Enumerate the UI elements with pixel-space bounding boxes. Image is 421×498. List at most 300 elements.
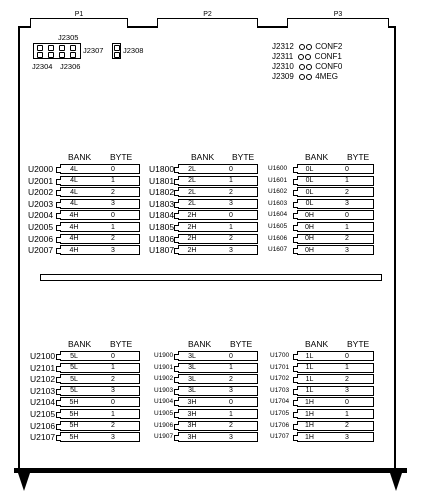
socket-notch-icon <box>56 424 61 430</box>
chip-reference: U1605 <box>268 223 288 230</box>
memory-socket <box>297 386 374 396</box>
chip-reference: U1707 <box>270 433 290 441</box>
config-ref: J2311 <box>272 52 294 61</box>
socket-byte: 0 <box>345 398 349 406</box>
socket-notch-icon <box>174 366 179 372</box>
socket-notch-icon <box>293 213 298 219</box>
config-jumper-list <box>272 42 342 82</box>
socket-notch-icon <box>56 354 61 360</box>
socket-byte: 1 <box>111 364 115 372</box>
bank-header: BANK <box>68 339 92 349</box>
socket-notch-icon <box>293 400 298 406</box>
memory-socket <box>60 421 140 431</box>
jumper-j2307-label: J2307 <box>83 46 104 55</box>
chip-reference: U2002 <box>28 187 54 198</box>
socket-byte: 1 <box>229 410 233 418</box>
socket-bank: 5L <box>70 375 78 383</box>
memory-socket <box>60 210 140 220</box>
chip-reference: U2102 <box>30 374 56 385</box>
byte-header: BYTE <box>110 339 133 349</box>
board-slot-divider <box>40 274 382 281</box>
jumper-j2308-label: J2308 <box>123 46 144 55</box>
socket-bank: 5H <box>69 410 79 418</box>
socket-notch-icon <box>56 412 61 418</box>
chip-reference: U1907 <box>154 433 174 441</box>
memory-socket <box>178 363 258 373</box>
socket-notch-icon <box>56 435 61 441</box>
chip-reference: U1602 <box>268 188 288 196</box>
socket-byte: 0 <box>229 352 233 360</box>
bank-header: BANK <box>188 339 212 349</box>
config-label: CONF2 <box>315 42 343 51</box>
jumper-pin <box>59 52 65 58</box>
chip-reference: U1903 <box>154 386 174 394</box>
socket-byte: 3 <box>229 200 233 208</box>
memory-socket <box>297 210 374 220</box>
jumper-hole-icon <box>306 74 312 80</box>
memory-socket <box>178 222 258 232</box>
chip-reference: U1805 <box>149 222 175 232</box>
memory-socket <box>60 432 140 442</box>
memory-socket <box>178 351 258 361</box>
socket-byte: 1 <box>229 177 233 185</box>
memory-socket <box>297 199 374 209</box>
chip-reference: U1803 <box>149 198 175 209</box>
config-label: CONF0 <box>315 62 343 71</box>
memory-socket <box>60 187 140 197</box>
config-label: CONF1 <box>314 52 342 61</box>
socket-bank: 2L <box>188 165 196 173</box>
chip-reference: U2005 <box>28 222 54 232</box>
chip-reference: U2000 <box>28 164 54 174</box>
jumper-pin <box>37 52 43 58</box>
socket-byte: 0 <box>345 352 349 360</box>
memory-socket <box>178 397 258 407</box>
memory-socket <box>178 245 258 255</box>
socket-notch-icon <box>56 213 61 219</box>
socket-byte: 1 <box>111 223 115 231</box>
socket-byte: 3 <box>345 246 349 254</box>
socket-bank: 4L <box>70 165 78 173</box>
memory-socket <box>297 222 374 232</box>
socket-byte: 0 <box>229 211 233 219</box>
socket-byte: 2 <box>229 422 233 430</box>
jumper-j2308-header <box>112 43 121 59</box>
socket-byte: 3 <box>111 433 115 441</box>
socket-bank: 2H <box>187 223 197 231</box>
socket-notch-icon <box>56 202 61 208</box>
socket-notch-icon <box>293 366 298 372</box>
chip-reference: U2006 <box>28 233 54 244</box>
chip-reference: U1905 <box>154 410 174 417</box>
socket-notch-icon <box>174 412 179 418</box>
chip-reference: U1604 <box>268 211 288 219</box>
socket-byte: 2 <box>229 375 233 383</box>
socket-notch-icon <box>56 237 61 243</box>
socket-notch-icon <box>174 354 179 360</box>
memory-socket <box>178 187 258 197</box>
chip-reference: U1701 <box>270 363 290 371</box>
socket-bank: 3H <box>187 398 197 406</box>
board-base-bar <box>14 468 407 473</box>
memory-socket <box>178 199 258 209</box>
socket-byte: 3 <box>345 200 349 208</box>
memory-socket <box>297 363 374 373</box>
socket-notch-icon <box>293 179 298 185</box>
socket-notch-icon <box>174 435 179 441</box>
socket-notch-icon <box>174 424 179 430</box>
jumper-j2305-label: J2305 <box>58 33 79 42</box>
memory-socket <box>60 222 140 232</box>
socket-notch-icon <box>56 389 61 395</box>
chip-reference: U1705 <box>270 410 290 417</box>
memory-socket <box>178 386 258 396</box>
jumper-pin <box>114 52 120 58</box>
bank-header: BANK <box>191 152 215 162</box>
jumper-j2304-label: J2304 <box>32 62 53 71</box>
chip-reference: U1901 <box>154 363 174 371</box>
socket-bank: 3L <box>188 375 196 383</box>
chip-reference: U2100 <box>30 351 56 361</box>
memory-socket <box>178 234 258 244</box>
socket-byte: 0 <box>229 398 233 406</box>
socket-bank: 2L <box>188 177 196 185</box>
chip-reference: U1704 <box>270 398 290 406</box>
socket-byte: 2 <box>345 375 349 383</box>
jumper-pin <box>48 45 54 51</box>
socket-notch-icon <box>174 400 179 406</box>
socket-notch-icon <box>293 248 298 254</box>
socket-bank: 0L <box>305 200 314 208</box>
socket-notch-icon <box>56 248 61 254</box>
socket-byte: 0 <box>111 352 115 360</box>
chip-reference: U2105 <box>30 409 56 419</box>
socket-bank: 2H <box>187 211 197 219</box>
socket-byte: 3 <box>229 433 233 441</box>
socket-notch-icon <box>56 366 61 372</box>
memory-socket <box>297 176 374 186</box>
connector-p3-label: P3 <box>333 11 343 18</box>
socket-byte: 2 <box>345 422 349 430</box>
socket-bank: 1L <box>305 375 314 383</box>
socket-bank: 5H <box>69 422 79 430</box>
socket-bank: 1H <box>305 398 314 406</box>
memory-socket <box>297 409 374 419</box>
socket-byte: 1 <box>345 410 349 418</box>
config-ref: J2310 <box>272 62 294 71</box>
memory-socket <box>297 234 374 244</box>
socket-notch-icon <box>293 424 298 430</box>
byte-header: BYTE <box>110 152 133 162</box>
jumper-pin <box>37 45 43 51</box>
socket-notch-icon <box>56 400 61 406</box>
byte-header: BYTE <box>230 339 253 349</box>
config-row <box>272 42 342 52</box>
chip-reference: U1800 <box>149 164 175 174</box>
socket-notch-icon <box>174 202 179 208</box>
socket-bank: 4H <box>69 246 79 254</box>
socket-byte: 2 <box>111 375 115 383</box>
chip-reference: U1804 <box>149 210 175 221</box>
socket-bank: 2H <box>187 246 197 254</box>
socket-notch-icon <box>293 202 298 208</box>
memory-socket <box>60 234 140 244</box>
memory-socket <box>60 409 140 419</box>
memory-socket <box>297 245 374 255</box>
socket-byte: 3 <box>229 387 233 395</box>
socket-bank: 1L <box>305 364 314 372</box>
jumper-pin <box>48 52 54 58</box>
bank-header: BANK <box>68 152 92 162</box>
socket-notch-icon <box>293 190 298 196</box>
memory-socket <box>60 386 140 396</box>
socket-bank: 1H <box>305 422 314 430</box>
socket-bank: 5H <box>69 433 79 441</box>
socket-bank: 2L <box>188 200 196 208</box>
socket-bank: 4L <box>70 188 78 196</box>
chip-reference: U1702 <box>270 375 290 383</box>
byte-header: BYTE <box>347 152 370 162</box>
socket-byte: 3 <box>111 387 115 395</box>
socket-byte: 1 <box>229 364 233 372</box>
socket-bank: 1L <box>305 352 314 360</box>
socket-notch-icon <box>293 412 298 418</box>
socket-bank: 4H <box>69 223 79 231</box>
socket-bank: 4L <box>70 177 78 185</box>
chip-reference: U1603 <box>268 199 288 207</box>
socket-bank: 0H <box>305 246 314 254</box>
socket-byte: 1 <box>345 364 349 372</box>
memory-socket <box>297 397 374 407</box>
chip-reference: U2003 <box>28 198 54 209</box>
memory-socket <box>60 374 140 384</box>
socket-notch-icon <box>293 354 298 360</box>
memory-socket <box>60 397 140 407</box>
memory-socket <box>178 164 258 174</box>
socket-byte: 1 <box>111 177 115 185</box>
memory-socket <box>60 164 140 174</box>
chip-reference: U1606 <box>268 234 288 242</box>
socket-byte: 0 <box>111 211 115 219</box>
socket-byte: 2 <box>229 235 233 243</box>
jumper-hole-icon <box>306 64 312 70</box>
memory-socket <box>178 409 258 419</box>
bank-header: BANK <box>305 339 329 349</box>
chip-reference: U2106 <box>30 420 56 431</box>
socket-notch-icon <box>174 377 179 383</box>
socket-notch-icon <box>174 167 179 173</box>
socket-byte: 1 <box>111 410 115 418</box>
connector-p2-label: P2 <box>203 11 212 18</box>
chip-reference: U1806 <box>149 233 175 244</box>
chip-reference: U1802 <box>149 187 175 198</box>
memory-socket <box>297 432 374 442</box>
socket-bank: 3L <box>188 387 196 395</box>
socket-notch-icon <box>293 167 298 173</box>
config-row <box>272 72 342 82</box>
jumper-pin <box>70 45 76 51</box>
socket-bank: 5L <box>70 387 78 395</box>
left-foot <box>18 473 30 491</box>
socket-bank: 3H <box>187 433 197 441</box>
jumper-hole-icon <box>299 64 305 70</box>
bank-header: BANK <box>305 152 329 162</box>
socket-notch-icon <box>293 377 298 383</box>
socket-notch-icon <box>293 225 298 231</box>
socket-bank: 3L <box>188 352 196 360</box>
socket-notch-icon <box>56 377 61 383</box>
chip-reference: U2101 <box>30 362 56 373</box>
chip-reference: U1700 <box>270 352 290 359</box>
socket-byte: 2 <box>111 188 115 196</box>
socket-bank: 0H <box>305 211 314 219</box>
byte-header: BYTE <box>347 339 370 349</box>
socket-notch-icon <box>56 179 61 185</box>
chip-reference: U2104 <box>30 397 56 408</box>
chip-reference: U1607 <box>268 246 288 254</box>
socket-byte: 0 <box>345 211 349 219</box>
chip-reference: U1703 <box>270 386 290 394</box>
socket-bank: 4H <box>69 235 79 243</box>
memory-socket <box>297 374 374 384</box>
chip-reference: U1801 <box>149 175 175 186</box>
config-label: 4MEG <box>315 72 338 81</box>
jumper-pin <box>59 45 65 51</box>
socket-notch-icon <box>174 213 179 219</box>
jumper-hole-icon <box>299 74 305 80</box>
jumper-hole-icon <box>299 44 305 50</box>
connector-p1 <box>30 18 128 28</box>
memory-socket <box>60 199 140 209</box>
chip-reference: U1906 <box>154 421 174 429</box>
chip-reference: U2007 <box>28 245 54 256</box>
socket-bank: 1H <box>305 433 314 441</box>
connector-p2 <box>157 18 258 28</box>
memory-socket <box>297 187 374 197</box>
memory-socket <box>60 176 140 186</box>
connector-p1-label: P1 <box>74 11 84 18</box>
jumper-hole-icon <box>298 54 304 60</box>
socket-notch-icon <box>56 167 61 173</box>
socket-notch-icon <box>174 179 179 185</box>
jumper-pin-header <box>33 43 81 59</box>
socket-bank: 3L <box>188 364 196 372</box>
chip-reference: U1807 <box>149 245 175 256</box>
memory-socket <box>297 421 374 431</box>
socket-byte: 1 <box>345 177 349 185</box>
socket-byte: 2 <box>345 235 349 243</box>
chip-reference: U1600 <box>268 165 288 172</box>
socket-bank: 5L <box>70 364 78 372</box>
socket-byte: 2 <box>229 188 233 196</box>
socket-bank: 0L <box>305 188 314 196</box>
socket-bank: 2L <box>188 188 196 196</box>
connector-p3 <box>287 18 389 28</box>
right-foot <box>390 473 402 491</box>
socket-byte: 0 <box>345 165 349 173</box>
memory-socket <box>60 245 140 255</box>
socket-bank: 3H <box>187 422 197 430</box>
chip-reference: U1904 <box>154 398 174 406</box>
config-ref: J2309 <box>272 72 294 81</box>
socket-byte: 2 <box>345 188 349 196</box>
socket-bank: 0H <box>305 223 314 231</box>
config-row <box>272 52 342 62</box>
memory-socket <box>297 351 374 361</box>
socket-byte: 0 <box>111 398 115 406</box>
socket-byte: 2 <box>111 235 115 243</box>
memory-socket <box>178 210 258 220</box>
socket-bank: 1L <box>305 387 314 395</box>
chip-reference: U1601 <box>268 176 288 184</box>
memory-socket <box>178 374 258 384</box>
socket-byte: 2 <box>111 422 115 430</box>
jumper-j2306-label: J2306 <box>60 62 81 71</box>
memory-socket <box>178 432 258 442</box>
socket-notch-icon <box>174 237 179 243</box>
socket-byte: 3 <box>229 246 233 254</box>
byte-header: BYTE <box>232 152 255 162</box>
socket-byte: 1 <box>229 223 233 231</box>
memory-socket <box>178 421 258 431</box>
socket-byte: 0 <box>229 165 233 173</box>
memory-socket <box>60 363 140 373</box>
config-ref: J2312 <box>272 42 294 51</box>
chip-reference: U1902 <box>154 375 174 383</box>
jumper-hole-icon <box>305 54 311 60</box>
chip-reference: U1706 <box>270 421 290 429</box>
socket-notch-icon <box>56 225 61 231</box>
socket-byte: 0 <box>111 165 115 173</box>
memory-socket <box>60 351 140 361</box>
socket-notch-icon <box>174 389 179 395</box>
jumper-pin <box>114 45 120 51</box>
socket-notch-icon <box>174 190 179 196</box>
memory-socket <box>297 164 374 174</box>
socket-notch-icon <box>293 389 298 395</box>
chip-reference: U2004 <box>28 210 54 221</box>
socket-byte: 1 <box>345 223 349 231</box>
memory-socket <box>178 176 258 186</box>
chip-reference: U2107 <box>30 432 56 443</box>
socket-byte: 3 <box>345 387 349 395</box>
socket-bank: 0L <box>305 177 314 185</box>
socket-bank: 0H <box>305 235 314 243</box>
socket-bank: 4H <box>69 211 79 219</box>
chip-reference: U2001 <box>28 175 54 186</box>
jumper-pin <box>70 52 76 58</box>
socket-bank: 5L <box>70 352 78 360</box>
socket-notch-icon <box>56 190 61 196</box>
socket-byte: 3 <box>345 433 349 441</box>
chip-reference: U1900 <box>154 352 174 359</box>
socket-notch-icon <box>293 435 298 441</box>
chip-reference: U2103 <box>30 385 56 396</box>
socket-notch-icon <box>174 225 179 231</box>
jumper-hole-icon <box>306 44 312 50</box>
socket-bank: 2H <box>187 235 197 243</box>
socket-bank: 1H <box>305 410 314 418</box>
socket-byte: 3 <box>111 246 115 254</box>
config-row <box>272 62 342 72</box>
socket-bank: 0L <box>305 165 314 173</box>
socket-byte: 3 <box>111 200 115 208</box>
socket-bank: 4L <box>70 200 78 208</box>
socket-bank: 5H <box>69 398 79 406</box>
socket-bank: 3H <box>187 410 197 418</box>
socket-notch-icon <box>293 237 298 243</box>
socket-notch-icon <box>174 248 179 254</box>
